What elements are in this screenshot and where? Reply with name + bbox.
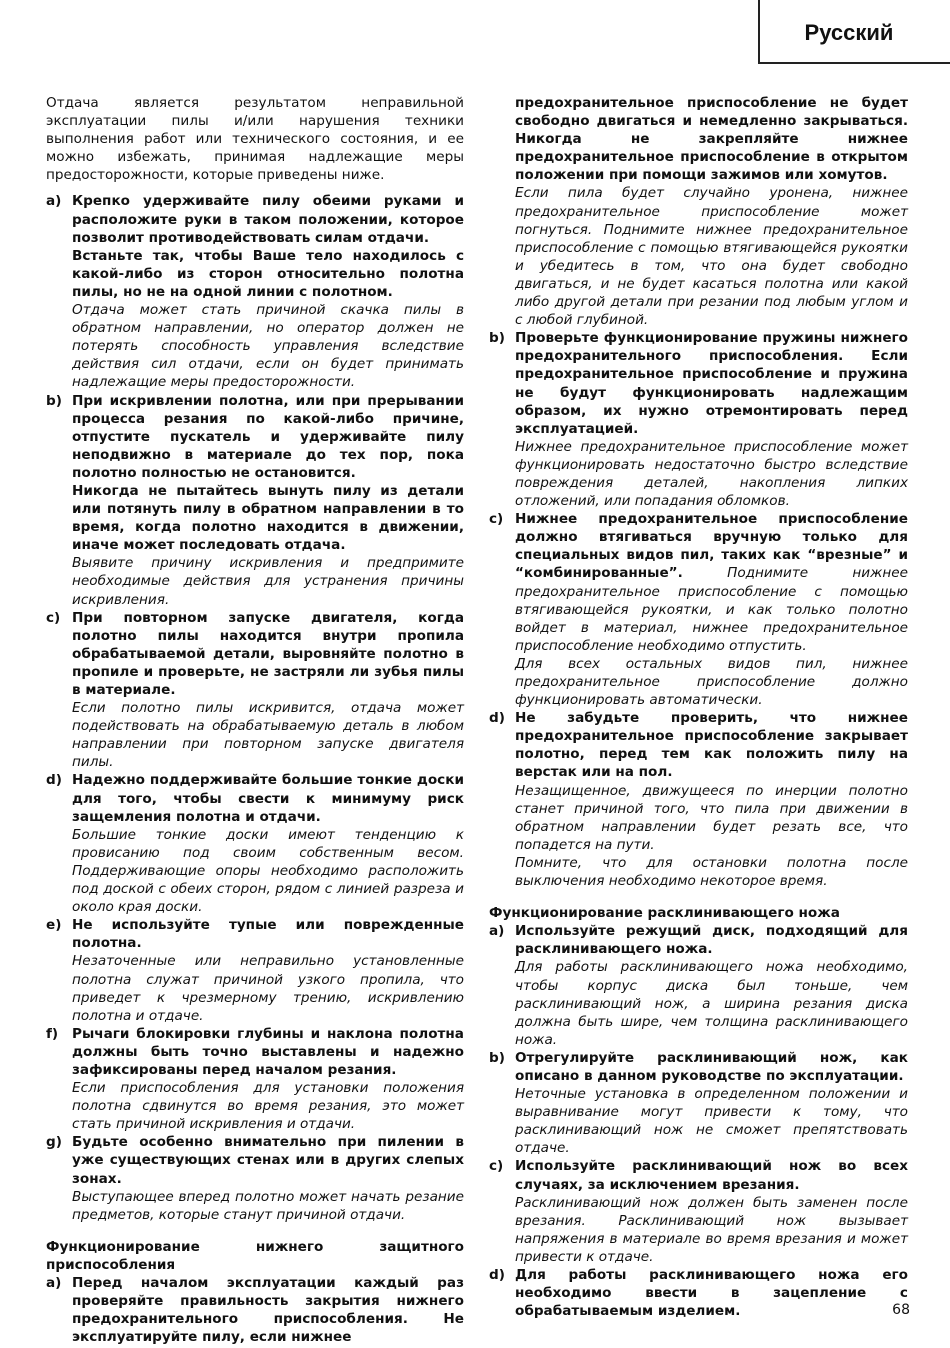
list-item <box>46 609 464 772</box>
language-tab: Русский <box>758 0 950 64</box>
item-label: b) <box>489 1049 505 1066</box>
list-item <box>46 1133 464 1223</box>
item-label: c) <box>489 511 504 528</box>
item-bold-text: Проверьте функционирование пружины нижнего предохранительного приспособления. Если предохранительное приспособление и пружина не будут функционировать надлежащим образом, их нужно отремонтировать перед эксплуатацией. <box>515 330 908 437</box>
item-label: a) <box>46 1275 62 1291</box>
list-item <box>489 1266 908 1320</box>
item-italic-text: Расклинивающий нож должен быть заменен после врезания. Расклинивающий нож вызывает напряжения в материале во время врезания и может привести к отдаче. <box>515 1194 908 1265</box>
item-label: d) <box>46 772 62 789</box>
list-item <box>46 392 464 609</box>
item-bold-text: предохранительное приспособление не будет свободно двигаться и немедленно закрываться. Никогда не закрепляйте нижнее предохранительное приспособление в открытом положении при помощи зажимов или хомутов. <box>515 95 908 184</box>
list-item <box>46 916 464 1025</box>
item-bold-text: Не забудьте проверить, что нижнее предохранительное приспособление закрывает полотно, перед тем как положить пилу на верстак или на пол. <box>515 710 908 781</box>
item-italic-text: Выступающее вперед полотно может начать резание предметов, которые станут причиной отдачи. <box>72 1188 464 1223</box>
list-item <box>489 510 908 709</box>
item-bold-text: При повторном запуске двигателя, когда полотно пилы находится внутри пропила обрабатываемой детали, выровняйте полотно в пропиле и проверьте, не застряли ли зубья пилы в материале. <box>72 609 464 698</box>
list-item <box>489 1049 908 1158</box>
list-item <box>46 1274 464 1346</box>
list-item <box>489 329 908 510</box>
item-italic-text: Отдача может стать причиной скачка пилы в обратном направлении, но оператор должен не потерять способность управления вследствие действия сил отдачи, если он будет принимать надлежащие меры предосторожности. <box>72 302 464 391</box>
item-label: e) <box>46 917 62 934</box>
item-italic-text: Выявите причину искривления и предпримите необходимые действия для устранения причины искривления. <box>72 555 464 608</box>
item-italic-text: Если полотно пилы искривится, отдача может подействовать на обрабатываемую деталь в любом направлении при повторном запуске двигателя пилы. <box>72 700 464 771</box>
item-italic-text: Помните, что для остановки полотна после выключения необходимо некоторое время. <box>515 854 908 890</box>
item-bold-text: Надежно поддерживайте большие тонкие доски для того, чтобы свести к минимуму риск защемления полотна и отдачи. <box>72 772 464 825</box>
item-bold-text: Перед началом эксплуатации каждый раз проверяйте правильность закрытия нижнего предохранительного приспособления. Не эксплуатируйте пилу, если нижнее <box>72 1275 464 1346</box>
section-heading: Функционирование нижнего защитного приспособления <box>46 1238 464 1273</box>
list-item <box>46 1025 464 1134</box>
item-bold-text: Используйте расклинивающий нож во всех случаях, за исключением врезания. <box>515 1158 908 1193</box>
item-italic-text: Незащищенное, движущееся по инерции полотно станет причиной того, что пила при движении в обратном направлении будет резать все, что попадется на пути. <box>515 782 908 853</box>
item-bold-text: Крепко удерживайте пилу обеими руками и расположите руки в таком положении, которое позволит противодействовать силам отдачи. <box>72 193 464 246</box>
item-label: c) <box>489 1158 504 1175</box>
item-label: c) <box>46 609 61 626</box>
item-mixed-text <box>515 510 908 655</box>
item-bold-text: Используйте режущий диск, подходящий для расклинивающего ножа. <box>515 923 908 958</box>
item-italic-text: Незаточенные или неправильно установленные полотна служат причиной узкого пропила, что приведет к чрезмерному трению, искривлению полотна и отдаче. <box>72 953 464 1024</box>
section-heading: Функционирование расклинивающего ножа <box>489 905 840 922</box>
item-bold-text: Встаньте так, чтобы Ваше тело находилось с какой-либо из сторон относительно полотна пилы, но не на одной линии с полотном. <box>72 247 464 300</box>
item-italic-text: Нижнее предохранительное приспособление может функционировать недостаточно быстро вследствие повреждения деталей, накопления липких отложений, или попадания обломков. <box>515 438 908 510</box>
item-label: g) <box>46 1134 62 1151</box>
list-item <box>489 922 908 1049</box>
item-bold-text: Отрегулируйте расклинивающий нож, как описано в данном руководстве по эксплуатации. <box>515 1049 908 1084</box>
page-number: 68 <box>892 1302 910 1318</box>
left-column <box>46 94 464 1346</box>
item-label: b) <box>46 392 62 409</box>
item-label: b) <box>489 330 505 347</box>
item-label: a) <box>46 193 62 210</box>
item-italic-text: Неточные установка в определенном положении и выравнивание могут привести к тому, что расклинивающий нож не сможет препятствовать отдаче. <box>515 1086 908 1157</box>
list-item <box>46 771 464 916</box>
item-italic-text: Для всех остальных видов пил, нижнее предохранительное приспособление должно функционировать автоматически. <box>515 655 908 709</box>
item-italic-text: Если пила будет случайно уронена, нижнее предохранительное приспособление может погнуться. Поднимите нижнее предохранительное приспособление с помощью втягивающейся рукоятки и убедитесь в том, что она будет свободно двигаться, и не будет касаться полотна или какой либо другой детали при резании под любым углом и с любой глубиной. <box>515 185 908 329</box>
intro-paragraph: Отдача является результатом неправильной эксплуатации пилы и/или нарушения техники выполнения работ или технического состояния, и ее можно избежать, принимая надлежащие меры предосторожности, которые приведены ниже. <box>46 95 464 184</box>
item-italic-text: Если приспособления для установки положения полотна сдвинутся во время резания, это может стать причиной искривления и отдачи. <box>72 1080 464 1133</box>
item-label: f) <box>46 1025 59 1042</box>
item-bold-text: При искривлении полотна, или при прерывании процесса резания по какой-либо причине, отпустите пускатель и удерживайте пилу неподвижно в материале до тех пор, пока полотно полностью не остановится. <box>72 392 464 481</box>
item-bold-text: Рычаги блокировки глубины и наклона полотна должны быть точно выставлены и надежно зафиксированы перед началом резания. <box>72 1025 464 1078</box>
list-item-continuation <box>489 94 908 329</box>
list-item <box>489 709 908 890</box>
item-bold-text: Нижнее предохранительное приспособление должно втягиваться вручную только для специальных видов пил, таких как “врезные” и “комбинированные”. <box>515 511 908 582</box>
item-bold-text: Для работы расклинивающего ножа его необходимо ввести в зацепление с обрабатываемым изделием. <box>515 1267 908 1320</box>
item-label: d) <box>489 1267 505 1283</box>
item-bold-text: Никогда не пытайтесь вынуть пилу из детали или потянуть пилу в обратном направлении в то время, когда полотно находится в движении, иначе может последовать отдача. <box>72 482 464 554</box>
right-column <box>489 94 908 1320</box>
list-item <box>489 1157 908 1266</box>
item-label: a) <box>489 923 505 940</box>
list-item <box>46 192 464 391</box>
item-label: d) <box>489 710 505 727</box>
item-bold-text: Не используйте тупые или поврежденные полотна. <box>72 917 464 952</box>
item-italic-text: Большие тонкие доски имеют тенденцию к провисанию под своим собственным весом. Поддерживающие опоры необходимо расположить под доской с обеих сторон, рядом с линией разреза и около края доски. <box>72 826 464 916</box>
item-italic-text: Для работы расклинивающего ножа необходимо, чтобы корпус диска был тоньше, чем расклинивающий нож, а ширина резания диска должна быть шире, чем толщина расклинивающего ножа. <box>515 959 908 1048</box>
item-italic-inline-text: Поднимите нижнее предохранительное приспособление с помощью втягивающейся рукоятки, и как только полотно войдет в материал, нижнее предохранительное приспособление необходимо отпустить. <box>515 565 908 654</box>
item-bold-text: Будьте особенно внимательно при пилении в уже существующих стенах или в других слепых зонах. <box>72 1134 464 1187</box>
